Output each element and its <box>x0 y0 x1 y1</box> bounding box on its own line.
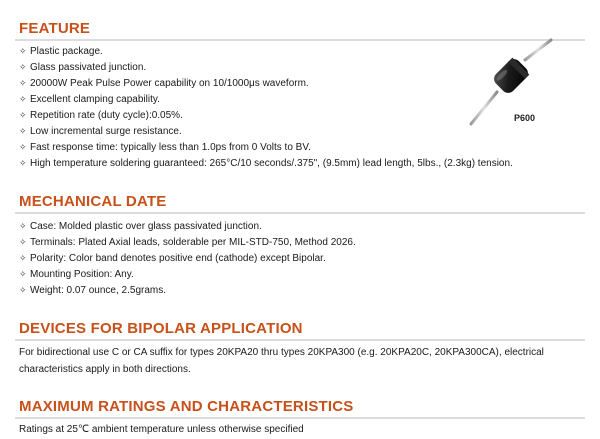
mechanical-heading: MECHANICAL DATE <box>19 193 167 210</box>
bipolar-heading: DEVICES FOR BIPOLAR APPLICATION <box>19 320 303 337</box>
mechanical-item: ✧ Weight: 0.07 ounce, 2.5grams. <box>19 285 167 296</box>
ratings-text: Ratings at 25℃ ambient temperature unless otherwise specified <box>19 424 304 435</box>
bipolar-text: For bidirectional use C or CA suffix for types 20KPA20 thru types 20KPA300 (e.g. 20KPA20C, 20KPA300CA), electrical characteristics apply in both directions. <box>19 347 544 375</box>
mechanical-item: ✧ Case: Molded plastic over glass passivated junction. <box>19 221 262 232</box>
sparkle-bullet-icon: ✧ <box>19 79 27 89</box>
p600-diode-image <box>455 36 565 136</box>
sparkle-bullet-icon: ✧ <box>19 159 27 169</box>
sparkle-bullet-icon: ✧ <box>19 238 27 248</box>
feature-item: ✧ Plastic package. <box>19 46 103 57</box>
diode-lead-right <box>525 40 551 60</box>
mechanical-item: ✧ Polarity: Color band denotes positive end (cathode) except Bipolar. <box>19 253 326 264</box>
sparkle-bullet-icon: ✧ <box>19 286 27 296</box>
feature-heading: FEATURE <box>19 20 91 37</box>
sparkle-bullet-icon: ✧ <box>19 222 27 232</box>
ratings-heading: MAXIMUM RATINGS AND CHARACTERISTICS <box>19 398 354 415</box>
ratings-divider <box>15 417 585 419</box>
package-label: P600 <box>514 113 536 123</box>
sparkle-bullet-icon: ✧ <box>19 143 27 153</box>
sparkle-bullet-icon: ✧ <box>19 270 27 280</box>
sparkle-bullet-icon: ✧ <box>19 47 27 57</box>
sparkle-bullet-icon: ✧ <box>19 95 27 105</box>
mechanical-divider <box>15 212 585 214</box>
feature-item: ✧ Excellent clamping capability. <box>19 94 160 105</box>
mechanical-item: ✧ Terminals: Plated Axial leads, solderable per MIL-STD-750, Method 2026. <box>19 237 356 248</box>
bipolar-divider <box>15 339 585 341</box>
feature-item: ✧ Fast response time: typically less than 1.0ps from 0 Volts to BV. <box>19 142 311 153</box>
sparkle-bullet-icon: ✧ <box>19 63 27 73</box>
diode-lead-left <box>471 92 497 124</box>
feature-item: ✧ Repetition rate (duty cycle):0.05%. <box>19 110 183 121</box>
feature-item: ✧ Glass passivated junction. <box>19 62 147 73</box>
sparkle-bullet-icon: ✧ <box>19 254 27 264</box>
feature-item: ✧ High temperature soldering guaranteed: 265°C/10 seconds/.375", (9.5mm) lead length, 5lbs., (2.3kg) tension. <box>19 158 513 169</box>
feature-item: ✧ 20000W Peak Pulse Power capability on 10/1000μs waveform. <box>19 78 309 89</box>
feature-item: ✧ Low incremental surge resistance. <box>19 126 182 137</box>
sparkle-bullet-icon: ✧ <box>19 111 27 121</box>
mechanical-item: ✧ Mounting Position: Any. <box>19 269 134 280</box>
sparkle-bullet-icon: ✧ <box>19 127 27 137</box>
